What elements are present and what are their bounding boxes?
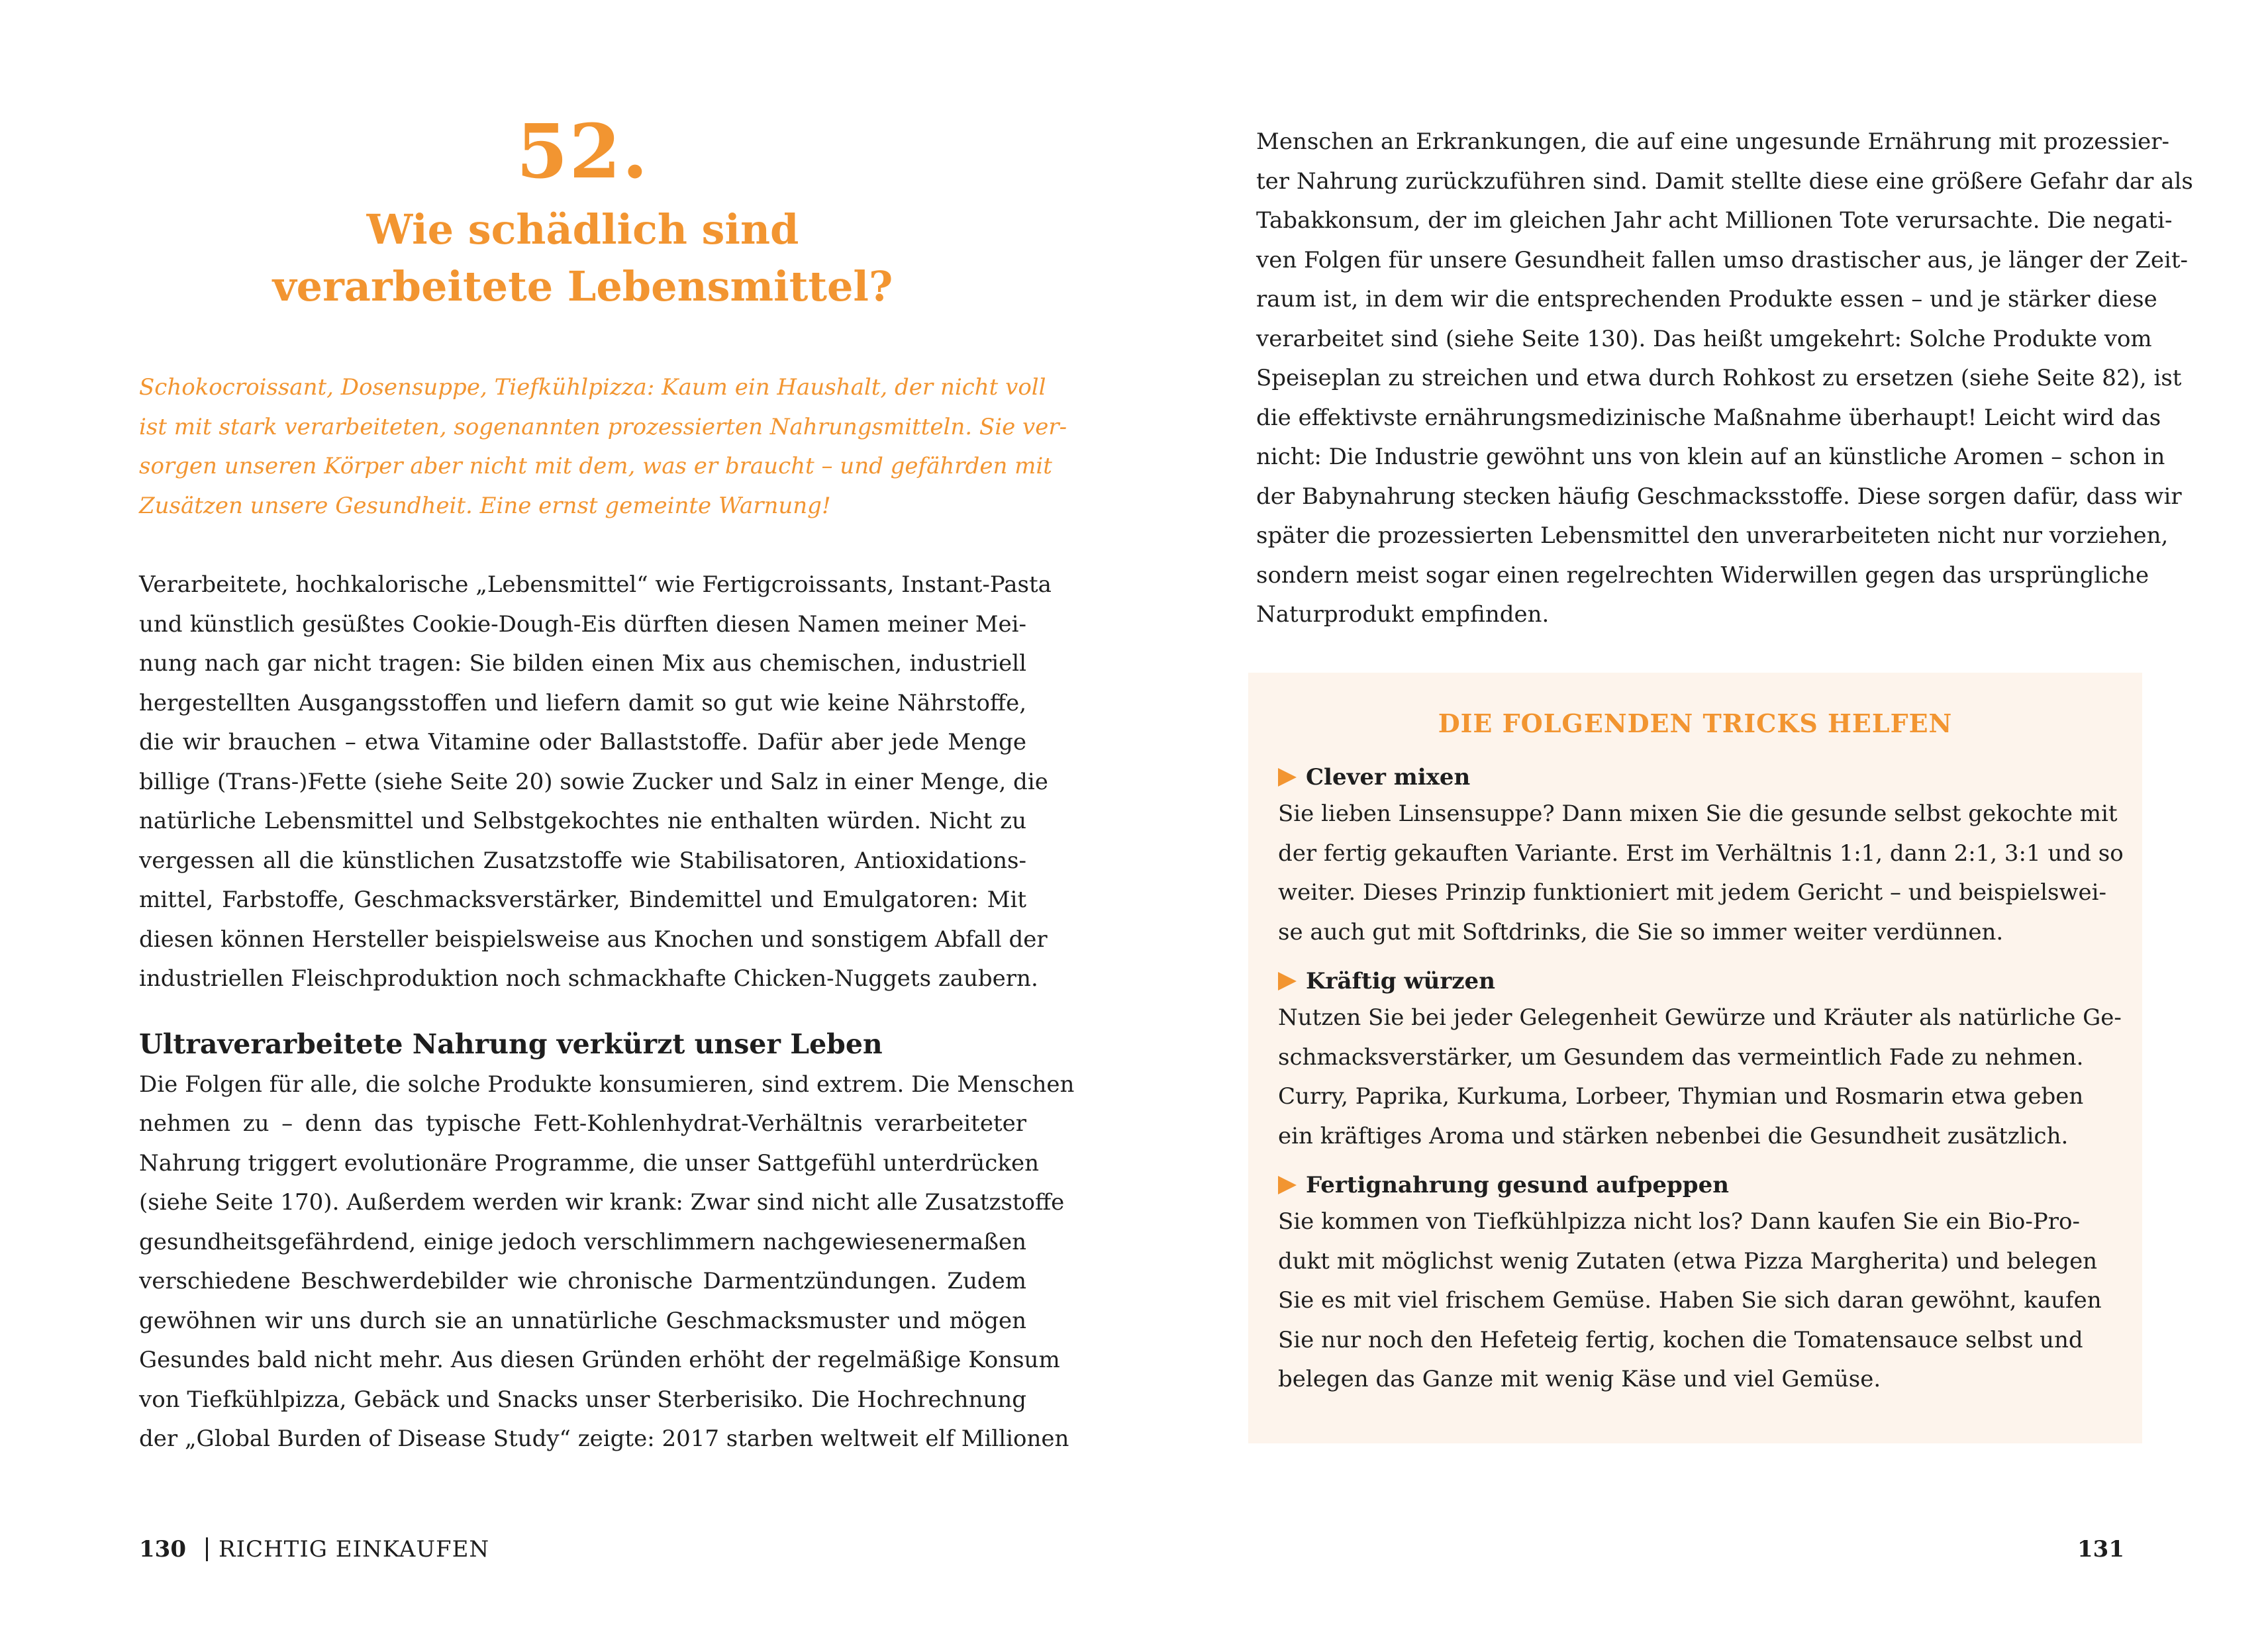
tip-item — [1278, 964, 2122, 1156]
text-line: weiter. Dieses Prinzip funktioniert mit jedem Gericht – und beispielswei- — [1278, 879, 2107, 906]
tips-box-title: DIE FOLGENDEN TRICKS HELFEN — [1438, 708, 1953, 738]
text-line: Verarbeitete, hochkalorische „Lebensmittel“ wie Fertigcroissants, Instant-Pasta — [139, 571, 1052, 598]
text-line: Sie es mit viel frischem Gemüse. Haben Sie sich daran gewöhnt, kaufen — [1278, 1287, 2102, 1314]
tips-box — [1248, 673, 2142, 1443]
text-line: ein kräftiges Aroma und stärken nebenbei die Gesundheit zusätzlich. — [1278, 1122, 2069, 1149]
text-line: natürliche Lebensmittel und Selbstgekochtes nie enthalten würden. Nicht zu — [139, 808, 1026, 834]
tip-body — [1278, 795, 2124, 952]
triangle-right-icon — [1278, 972, 1297, 990]
section-name: RICHTIG EINKAUFEN — [218, 1536, 490, 1563]
text-line: ter Nahrung zurückzuführen sind. Damit stellte diese eine größere Gefahr dar als — [1256, 168, 2193, 195]
text-line: verarbeitet sind (siehe Seite 130). Das heißt umgekehrt: Solche Produkte vom — [1256, 325, 2152, 352]
lead-line: Schokocroissant, Dosensuppe, Tiefkühlpizza: Kaum ein Haushalt, der nicht voll — [139, 374, 1046, 401]
text-line: von Tiefkühlpizza, Gebäck und Snacks unser Sterberisiko. Die Hochrechnung — [139, 1386, 1026, 1413]
text-line: Tabakkonsum, der im gleichen Jahr acht Millionen Tote verursachte. Die negati- — [1256, 207, 2173, 234]
chapter-title-line: verarbeitete Lebensmittel? — [272, 262, 893, 311]
lead-line: sorgen unseren Körper aber nicht mit dem, was er braucht – und gefährden mit — [139, 453, 1052, 479]
body-paragraph-2 — [139, 1065, 1075, 1459]
text-line: Nutzen Sie bei jeder Gelegenheit Gewürze und Kräuter als natürliche Ge- — [1278, 1004, 2122, 1031]
text-line: der Babynahrung stecken häufig Geschmacksstoffe. Diese sorgen dafür, dass wir — [1256, 483, 2182, 510]
body-paragraph-1 — [139, 565, 1052, 999]
tip-heading-text: Clever mixen — [1306, 764, 1471, 791]
text-line: ven Folgen für unsere Gesundheit fallen umso drastischer aus, je länger der Zeit- — [1256, 246, 2188, 273]
text-line: Sie nur noch den Hefeteig fertig, kochen die Tomatensauce selbst und — [1278, 1326, 2083, 1353]
text-line: nung nach gar nicht tragen: Sie bilden einen Mix aus chemischen, industriell — [139, 650, 1026, 677]
tip-body — [1278, 1202, 2112, 1400]
body-paragraph-continued — [1256, 122, 2193, 635]
text-line: nehmen zu – denn das typische Fett-Kohlenhydrat-Verhältnis verarbeiteter — [139, 1110, 1026, 1137]
text-line: verschiedene Beschwerdebilder wie chronische Darmentzündungen. Zudem — [139, 1268, 1026, 1294]
text-line: Naturprodukt empfinden. — [1256, 601, 1550, 628]
text-line: Gesundes bald nicht mehr. Aus diesen Gründen erhöht der regelmäßige Konsum — [139, 1347, 1060, 1373]
tip-heading-text: Fertignahrung gesund aufpeppen — [1306, 1172, 1729, 1198]
text-line: Nahrung triggert evolutionäre Programme, die unser Sattgefühl unterdrücken — [139, 1149, 1039, 1177]
text-line: industriellen Fleischproduktion noch schmackhafte Chicken-Nuggets zaubern. — [139, 965, 1038, 992]
text-line: gesundheitsgefährdend, einige jedoch verschlimmern nachgewiesenermaßen — [139, 1228, 1026, 1255]
text-line: vergessen all die künstlichen Zusatzstoffe wie Stabilisatoren, Antioxidations- — [139, 847, 1026, 874]
text-line: mittel, Farbstoffe, Geschmacksverstärker, Bindemittel und Emulgatoren: Mit — [139, 887, 1026, 913]
text-line: die effektivste ernährungsmedizinische Maßnahme überhaupt! Leicht wird das — [1256, 404, 2161, 431]
lead-line: ist mit stark verarbeiteten, sogenannten prozessierten Nahrungsmitteln. Sie ver- — [139, 413, 1067, 440]
lead-paragraph — [139, 368, 1067, 526]
text-line: schmacksverstärker, um Gesundem das vermeintlich Fade zu nehmen. — [1278, 1043, 2084, 1071]
text-line: hergestellten Ausgangsstoffen und liefern damit so gut wie keine Nährstoffe, — [139, 689, 1026, 716]
text-line: belegen das Ganze mit wenig Käse und viel Gemüse. — [1278, 1366, 1881, 1392]
lead-line: Zusätzen unsere Gesundheit. Eine ernst gemeinte Warnung! — [139, 492, 831, 519]
tip-item — [1278, 760, 2124, 952]
triangle-right-icon — [1278, 1176, 1297, 1194]
tip-heading — [1278, 760, 2112, 795]
tip-heading-text: Kräftig würzen — [1306, 968, 1495, 994]
text-line: diesen können Hersteller beispielsweise aus Knochen und sonstigem Abfall der — [139, 926, 1048, 953]
text-line: Sie kommen von Tiefkühlpizza nicht los? Dann kaufen Sie ein Bio-Pro- — [1278, 1208, 2080, 1235]
text-line: (siehe Seite 170). Außerdem werden wir krank: Zwar sind nicht alle Zusatzstoffe — [139, 1189, 1065, 1216]
text-line: sondern meist sogar einen regelrechten Widerwillen gegen das ursprüngliche — [1256, 561, 2149, 589]
text-line: später die prozessierten Lebensmittel den unverarbeiteten nicht nur vorziehen, — [1256, 522, 2169, 549]
right-column — [1256, 122, 2193, 635]
text-line: dukt mit möglichst wenig Zutaten (etwa Pizza Margherita) und belegen — [1278, 1247, 2098, 1275]
chapter-title — [139, 201, 1026, 315]
page-number: 131 — [2077, 1536, 2124, 1563]
text-line: Speiseplan zu streichen und etwa durch Rohkost zu ersetzen (siehe Seite 82), ist — [1256, 365, 2182, 391]
text-line: nicht: Die Industrie gewöhnt uns von klein auf an künstliche Aromen – schon in — [1256, 444, 2165, 470]
tip-heading — [1278, 964, 2112, 998]
chapter-title-line: Wie schädlich sind — [366, 205, 799, 254]
text-line: Die Folgen für alle, die solche Produkte konsumieren, sind extrem. Die Menschen — [139, 1071, 1075, 1098]
text-line: se auch gut mit Softdrinks, die Sie so immer weiter verdünnen. — [1278, 918, 2004, 945]
text-line: Curry, Paprika, Kurkuma, Lorbeer, Thymian und Rosmarin etwa geben — [1278, 1083, 2084, 1110]
footer-divider — [206, 1537, 208, 1561]
text-line: billige (Trans-)Fette (siehe Seite 20) sowie Zucker und Salz in einer Menge, die — [139, 768, 1048, 795]
right-page — [1134, 0, 2268, 1642]
text-line: raum ist, in dem wir die entsprechenden Produkte essen – und je stärker diese — [1256, 286, 2157, 313]
tip-item — [1278, 1168, 2112, 1400]
text-line: gewöhnen wir uns durch sie an unnatürliche Geschmacksmuster und mögen — [139, 1307, 1026, 1334]
text-line: Sie lieben Linsensuppe? Dann mixen Sie die gesunde selbst gekochte mit — [1278, 800, 2118, 827]
text-line: der fertig gekauften Variante. Erst im Verhältnis 1:1, dann 2:1, 3:1 und so — [1278, 840, 2124, 867]
tip-heading — [1278, 1168, 2112, 1202]
text-line: der „Global Burden of Disease Study“ zeigte: 2017 starben weltweit elf Millionen — [139, 1425, 1069, 1452]
right-page-footer — [2077, 1535, 2124, 1564]
text-line: und künstlich gesüßtes Cookie-Dough-Eis dürften diesen Namen meiner Mei- — [139, 610, 1026, 638]
text-line: Menschen an Erkrankungen, die auf eine ungesunde Ernährung mit prozessier- — [1256, 128, 2169, 155]
tip-body — [1278, 998, 2122, 1156]
left-page-footer — [139, 1535, 489, 1564]
page-number: 130 — [139, 1536, 186, 1563]
text-line: die wir brauchen – etwa Vitamine oder Ballaststoffe. Dafür aber jede Menge — [139, 729, 1026, 755]
section-subheading: Ultraverarbeitete Nahrung verkürzt unser Leben — [139, 1028, 883, 1060]
left-column — [139, 109, 1075, 1459]
chapter-number: 52. — [516, 109, 650, 195]
triangle-right-icon — [1278, 768, 1297, 787]
